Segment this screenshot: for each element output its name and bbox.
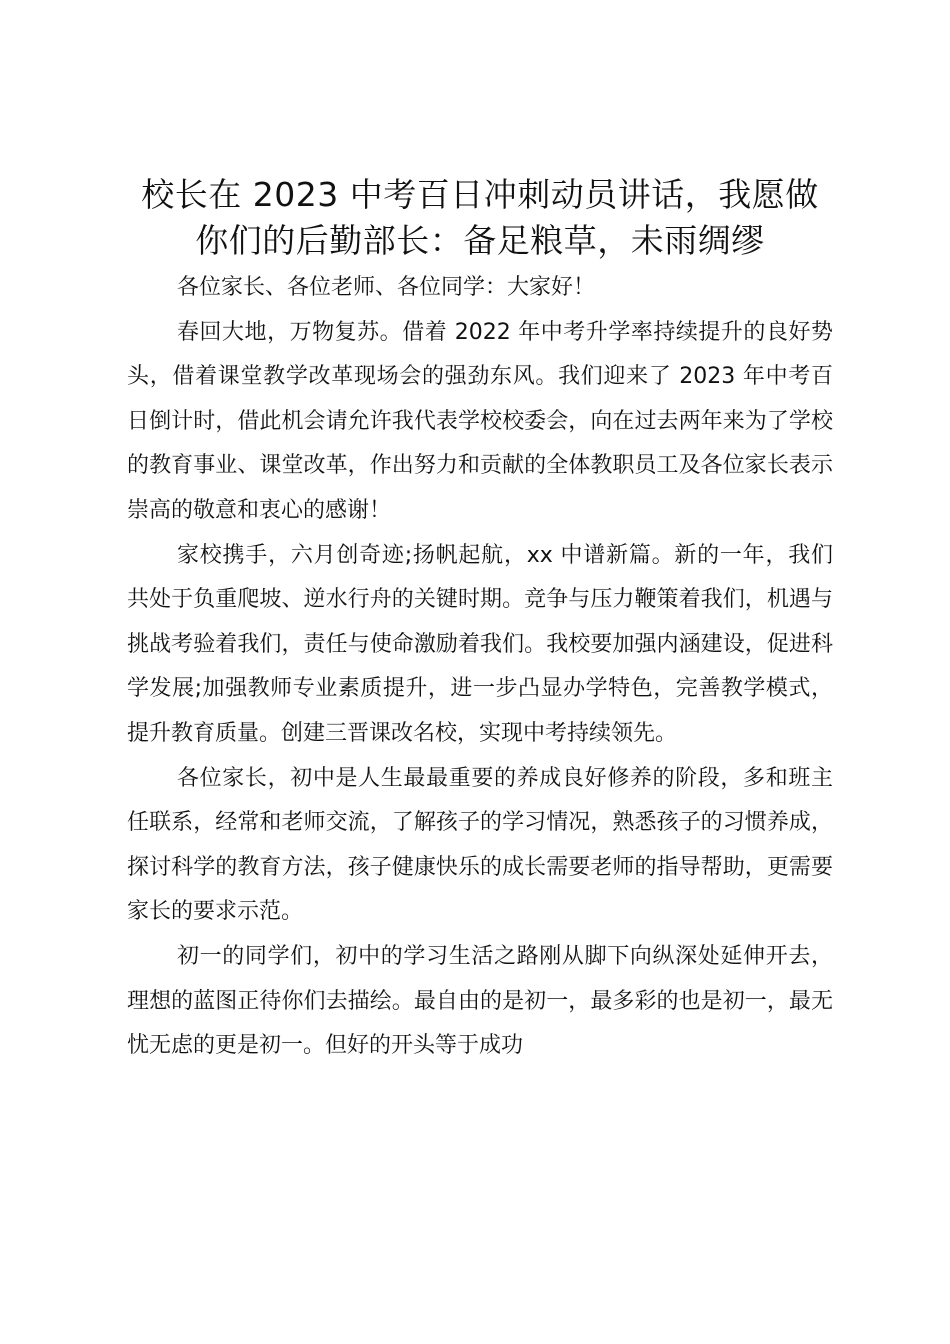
paragraph-1: 春回大地，万物复苏。借着 2022 年中考升学率持续提升的良好势头，借着课堂教学改革现场会的强劲东风。我们迎来了 2023 年中考百日倒计时，借此机会请允许我代表学校校委会，向在过去两年来为了学校的教育事业、课堂改革，作出努力和贡献的全体教职员工及各位家长表示崇高的敬意和衷心的感谢！	[127, 319, 833, 523]
paragraph-2: 家校携手，六月创奇迹;扬帆起航，xx 中谱新篇。新的一年，我们共处于负重爬坡、逆水行舟的关键时期。竞争与压力鞭策着我们，机遇与挑战考验着我们，责任与使命激励着我们。我校要加强内涵建设，促进科学发展;加强教师专业素质提升，进一步凸显办学特色，完善教学模式，提升教育质量。创建三晋课改名校，实现中考持续领先。	[127, 542, 833, 746]
paragraph-4: 初一的同学们，初中的学习生活之路刚从脚下向纵深处延伸开去，理想的蓝图正待你们去描绘。最自由的是初一，最多彩的也是初一，最无忧无虑的更是初一。但好的开头等于成功	[127, 943, 833, 1059]
document-title	[127, 172, 833, 264]
title-line-1: 校长在 2023 中考百日冲刺动员讲话，我愿做	[141, 175, 819, 214]
paragraph-3: 各位家长，初中是人生最最重要的养成良好修养的阶段，多和班主任联系，经常和老师交流，了解孩子的学习情况，熟悉孩子的习惯养成，探讨科学的教育方法，孩子健康快乐的成长需要老师的指导帮助，更需要家长的要求示范。	[127, 765, 833, 925]
title-line-2: 你们的后勤部长：备足粮草，未雨绸缪	[195, 221, 765, 260]
greeting: 各位家长、各位老师、各位同学：大家好！	[177, 275, 596, 300]
document-page	[127, 172, 833, 1069]
